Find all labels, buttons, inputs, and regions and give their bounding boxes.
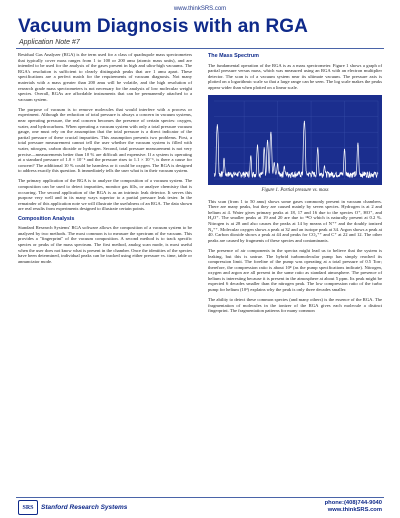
- footer-rule: [16, 497, 384, 498]
- spectrum-peak: [324, 166, 325, 167]
- spectrum-peak: [317, 147, 318, 148]
- spectrum-peak: [264, 147, 265, 148]
- right-bottom-paragraph: The ability to detect these common species (and many others) is the essence of the RGA. The fragmentation of molecules in the ionizer of the RGA gives each molecule a distinct fingerprint. The fragmentation patterns for many common: [208, 297, 382, 314]
- right-column: [208, 52, 382, 318]
- spectrum-peak: [357, 143, 358, 144]
- right-column-bottom: [208, 199, 382, 314]
- figure-caption: Figure 1. Partial pressure vs. mass: [261, 188, 329, 194]
- left-column: [18, 52, 192, 269]
- spectrum-peak: [274, 163, 275, 164]
- spectrum-peak: [257, 145, 258, 146]
- spectrum-peak: [217, 124, 218, 125]
- left-paragraph: The purpose of vacuum is to remove molecules that would interfere with a process or experiment. Although the reduction of total pressure is always a concern in vacuum systems, near operating pressure, the real concern becomes the presence of certain species: oxygen, water, and hydrocarbons. When operating a vacuum system with only a total pressure vacuum gauge, one must rely on the assumption that the total pressure is a direct indicator of the partial pressure of these crucial impurities. This assumption presents two problems. First, a total pressure measurement cannot tell the user whether the vacuum system is filled with water, nitrogen, carbon dioxide or hydrogen. Second, total pressure measurement is not very precise—measurements better than 10 % are difficult and expensive. If a system is operating at a standard pressure of 1.0 × 10⁻⁶ and the pressure rises to 1.1 × 10⁻⁶, is there a cause for concern? The additional 10 % could be harmless or it could be oxygen. The RGA is designed to address exactly this question. It immediately tells the user what is in their vacuum system.: [18, 106, 192, 174]
- right-bottom-paragraph: This scan (from 1 to 50 amu) shows some gases commonly present in vacuum chambers. There are many peaks, but they are caused mainly by seven species. Hydrogen is at 2 and helium at 4. Water gives primary peaks at 18, 17 and 16 due to the species O⁺, HO⁺, and H₂O⁺. The smaller peaks at 19 and 20 are due to ¹⁸O which is naturally present at 0.2 %. Nitrogen is at 28 and also causes the peaks at 14 by means of N⁺⁺ and the doubly ionized N₂⁺⁺. Molecular oxygen shows a peak at 32 and an isotope peak at 34. Argon shows a peak at 40. Carbon dioxide shows a peak at 44 and peaks for CO₂⁺⁺ and C⁺ at 22 and 12. The other peaks are caused by fragments of these species and contaminants.: [208, 198, 382, 243]
- srs-logo-icon: SRS: [18, 500, 38, 515]
- right-column-top: [208, 54, 382, 91]
- footer-contact: [325, 500, 382, 514]
- footer-phone: phone:(408)744-9040: [324, 500, 382, 506]
- right-top-paragraph: The fundamental operation of the RGA is as a mass spectrometer. Figure 1 shows a graph of partial pressure versus mass, which was measured using an RGA with an electron multiplier detector. The scan is of a vacuum system near its ultimate vacuum. The pressure axis is plotted on a logarithmic scale so that a large range can be seen. The log scale makes the peaks appear wider than when plotted on a linear scale.: [208, 62, 382, 90]
- chart-background: [208, 95, 382, 185]
- spectrum-peak: [277, 164, 278, 165]
- spectrum-peak: [224, 158, 225, 159]
- spectrum-peak: [344, 149, 345, 150]
- left-heading: Composition Analysis: [18, 215, 75, 222]
- page-subtitle: Application Note #7: [19, 39, 80, 46]
- spectrum-peak: [304, 121, 305, 122]
- spectrum-peak: [250, 156, 251, 157]
- page-title: Vacuum Diagnosis with an RGA: [18, 16, 308, 37]
- spectrum-peak: [267, 140, 268, 141]
- right-top-heading: The Mass Spectrum: [208, 53, 259, 59]
- header-url[interactable]: www.thinkSRS.com: [173, 6, 227, 12]
- mass-spectrum-chart: [208, 95, 382, 185]
- left-paragraph: The primary application of the RGA is to analyze the composition of a vacuum system. The composition can be used to detect impurities, monitor gas fills, or analyze chemistry that is occurring. The second application of the RGA is as an intrinsic leak detector. It serves this purpose very well and in its many ways superior to a partial pressure leak tester. In the remainder of this application note we will illustrate the usefulness of an RGA. The data shown are real results from experiments designed to illustrate certain points.: [18, 178, 192, 212]
- footer-url[interactable]: www.thinkSRS.com: [327, 507, 382, 513]
- left-paragraph: Standard Research Systems' RGA software allows the composition of a vacuum system to be analyzed by two methods. The most common is to measure the spectrum of the vacuum. This provides a "fingerprint" of the vacuum composition. A second method is to track specific species or peaks of the mass spectrum. The first method, analog scan mode, is most useful when the user does not know what is present in the chamber. Once the identities of the species have been determined, individual peaks can be tracked using either pressure vs. time, table or annunciator mode.: [18, 225, 192, 264]
- header-rule: [16, 48, 384, 49]
- spectrum-peak: [270, 132, 271, 133]
- spectrum-peak: [284, 168, 285, 169]
- figure-1: [208, 95, 382, 185]
- company-name: Stanford Research Systems: [41, 504, 128, 511]
- right-bottom-paragraph: The presence of air components in the spectra might lead us to believe that the system is leaking, but this is untrue. The hybrid turbomolecular pump has simply reached its compression limit. The foreline of the pump was operating at a total pressure of 0.5 Torr; therefore, the compression ratio is about 10⁸ (as the pump specifications indicate). Nitrogen, oxygen and argon are all present in the same ratio as standard atmosphere. The presence of helium is interesting because it is present in the atmosphere at about 5 ppm. Its peak might be expected 6 decades smaller than the nitrogen peak. The low compression ratio of the turbo pump for helium (10³) explains why the peak is only three decades smaller.: [208, 247, 382, 293]
- footer-logo: [18, 500, 127, 515]
- left-paragraph: Residual Gas Analyzer (RGA) is the term used for a class of quadrupole mass spectrometers that typically cover mass ranges from 1 to 100 or 200 amu (atomic mass units), and are intended to be used for the analysis of the gases present in high and ultra-high vacuums. The RGA's resolution is sufficient to clearly distinguish peaks that are 1 amu apart. These specifications are a perfect match for the requirements of vacuum diagnosis. Not many materials with a mass greater than 200 amu will be volatile, and the high resolution of research grade mass spectrometers is not necessary for the analysis of low molecular weight species. Overall, RGAs are affordable instruments that can be permanently attached to a vacuum system.: [18, 52, 192, 102]
